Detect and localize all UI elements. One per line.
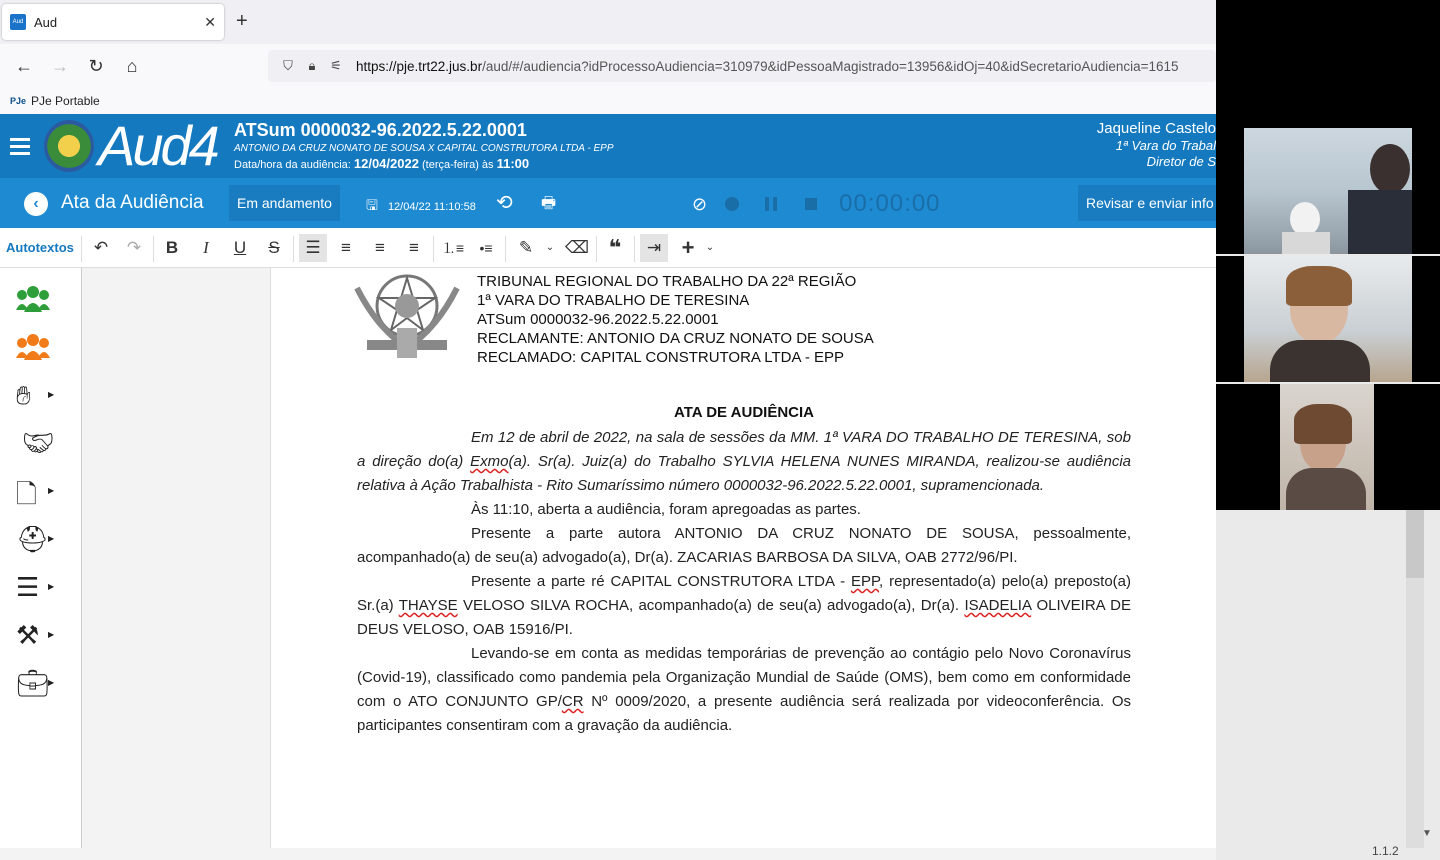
pause-icon[interactable] xyxy=(765,197,777,211)
stop-icon[interactable] xyxy=(805,198,817,210)
permissions-icon[interactable]: ⚟ xyxy=(330,58,342,73)
chevron-down-icon[interactable]: ⌄ xyxy=(545,242,555,253)
toolbar-divider xyxy=(433,236,434,262)
chevron-down-icon[interactable]: ⌄ xyxy=(705,242,715,253)
toolbar-divider xyxy=(505,236,506,262)
republic-seal-logo xyxy=(347,268,467,362)
participant-video xyxy=(1244,256,1412,382)
app-header xyxy=(0,114,1216,178)
back-arrow-icon[interactable]: ← xyxy=(15,55,33,76)
process-info xyxy=(234,120,614,171)
autotexts-button[interactable]: Autotextos xyxy=(6,240,74,255)
participant-hair xyxy=(1294,404,1352,444)
editor-toolbar xyxy=(0,228,1216,268)
scroll-down-arrow-icon[interactable]: ▼ xyxy=(1422,828,1432,839)
toolbar-divider xyxy=(153,236,154,262)
insert-plus-icon[interactable]: + xyxy=(681,235,695,260)
bookmarks-bar xyxy=(0,88,1216,114)
close-tab-icon[interactable]: ✕ xyxy=(204,13,216,30)
plaintiff-line: RECLAMANTE: ANTONIO DA CRUZ NONATO DE SOUSA xyxy=(477,330,874,347)
numbered-list-icon[interactable]: ⒈≡ xyxy=(441,240,465,256)
case-number: ATSum 0000032-96.2022.5.22.0001 xyxy=(477,311,719,328)
process-number: ATSum 0000032-96.2022.5.22.0001 xyxy=(234,120,527,140)
page-title: Ata da Audiência xyxy=(61,192,204,213)
participant-video xyxy=(1244,128,1412,254)
undo-icon[interactable]: ↶ xyxy=(93,238,109,257)
align-center-icon[interactable]: ≡ xyxy=(375,238,385,257)
align-justify-icon[interactable]: ☰ xyxy=(299,234,327,262)
reload-icon[interactable]: ↻ xyxy=(88,55,104,76)
forward-arrow-icon[interactable]: → xyxy=(51,55,69,76)
italic-icon[interactable]: I xyxy=(203,238,209,257)
bold-icon[interactable]: B xyxy=(165,238,179,257)
pje-bookmark-icon: PJe xyxy=(10,96,27,106)
process-parties: ANTONIO DA CRUZ NONATO DE SOUSA X CAPITAL CONSTRUTORA LTDA - EPP xyxy=(234,143,614,154)
user-info xyxy=(1097,120,1216,169)
user-name: Jaqueline Castelo xyxy=(1096,120,1216,137)
bulleted-list-icon[interactable]: •≡ xyxy=(479,240,493,256)
brazil-coat-of-arms-logo xyxy=(44,120,94,172)
paragraph-plaintiff: Presente a parte autora ANTONIO DA CRUZ NONATO DE SOUSA, pessoalmente, acompanhado(a) de seu(a) advogado(a), Dr(a). ZACARIAS BARBOSA DA SILVA, OAB 2772/96/PI. xyxy=(357,525,1131,566)
defendant-line: RECLAMADO: CAPITAL CONSTRUTORA LTDA - EPP xyxy=(477,349,845,366)
document-body xyxy=(357,426,1131,738)
autotext-sidebar xyxy=(0,268,82,848)
video-scrollbar-thumb[interactable] xyxy=(1406,510,1424,578)
toolbar-divider xyxy=(293,236,294,262)
video-tile-3[interactable] xyxy=(1216,384,1440,510)
print-icon[interactable]: 🖶︎ xyxy=(541,195,557,212)
participant-head xyxy=(1370,144,1410,194)
participant-hair xyxy=(1286,266,1352,306)
home-icon[interactable]: ⌂ xyxy=(126,55,138,76)
briefcase-icon[interactable]: 💼︎ ▶ xyxy=(16,668,55,698)
paragraph-covid: Levando-se em conta as medidas temporárias de prevenção ao contágio pelo Novo Coronavírus (Covid-19), classificado como pandemia pela Organização Mundial de Saúde (OMS), bem como em conformidade com o ATO CONJUNTO GP/CR Nº 0009/2020, a presente audiência será realizada por videoconferência. Os participantes consentiram com a gravação da audiência. xyxy=(357,645,1132,734)
floppy-disk-icon: 🖫 xyxy=(366,197,378,213)
camera-off-icon[interactable]: ⊘ xyxy=(692,193,708,214)
participant-body xyxy=(1348,190,1412,254)
toolbar-divider xyxy=(596,236,597,262)
court-division: 1ª VARA DO TRABALHO DE TERESINA xyxy=(477,292,750,309)
bottom-strip xyxy=(0,848,1216,860)
hand-icon[interactable]: ✋︎ ▶ xyxy=(16,380,55,410)
group-green-icon[interactable] xyxy=(16,284,66,320)
record-icon[interactable] xyxy=(725,197,739,211)
shield-icon[interactable]: ⛉ xyxy=(283,58,293,73)
toolbar-divider xyxy=(634,236,635,262)
strikethrough-icon[interactable]: S xyxy=(268,238,280,257)
hearing-datetime: Data/hora da audiência: 12/04/2022 (terça-feira) às 11:00 xyxy=(234,156,530,171)
menu-icon[interactable] xyxy=(10,138,30,159)
participant-body xyxy=(1286,468,1366,510)
url-text: https://pje.trt22.jus.br/aud/#/audiencia?idProcessoAudiencia=310979&idPessoaMagistrado=13956&idOj=40&idSecretarioAudiencia=1615 xyxy=(356,58,1179,74)
quote-icon[interactable]: ❝ xyxy=(608,235,622,260)
tab-title: Aud xyxy=(34,14,58,30)
toolbar-divider xyxy=(81,236,82,262)
participant-body xyxy=(1282,232,1330,254)
highlighter-icon[interactable]: ✎ xyxy=(518,238,534,257)
back-circle-icon[interactable]: ‹ xyxy=(24,192,48,216)
user-role: Diretor de S xyxy=(1146,154,1216,169)
video-call-panel xyxy=(1216,0,1440,860)
medical-kit-icon[interactable]: ⛑︎ ▶ xyxy=(16,524,55,554)
history-icon[interactable]: ⟲ xyxy=(496,192,513,214)
document-icon[interactable]: 🗋 ▶ xyxy=(16,479,55,509)
document-title: ATA DE AUDIÊNCIA xyxy=(674,404,814,421)
handshake-icon[interactable]: 🤝︎ xyxy=(22,428,56,458)
align-left-icon[interactable]: ≡ xyxy=(341,238,351,257)
status-badge: Em andamento xyxy=(229,185,340,221)
tab-favicon-icon: Aud xyxy=(10,14,26,30)
underline-icon[interactable]: U xyxy=(233,238,247,257)
save-status[interactable] xyxy=(366,195,476,219)
recording-controls xyxy=(692,190,941,218)
lock-icon[interactable]: 🔒︎ xyxy=(308,58,316,73)
gavel-icon[interactable]: ⚒︎ ▶ xyxy=(16,620,55,650)
group-orange-icon[interactable] xyxy=(16,332,66,368)
video-tile-1[interactable] xyxy=(1216,128,1440,254)
indent-icon[interactable]: ⇥ xyxy=(640,234,668,262)
action-bar xyxy=(0,178,1216,228)
document-header xyxy=(477,272,874,367)
paragraph-intro: Em 12 de abril de 2022, na sala de sessões da MM. 1ª VARA DO TRABALHO DE TERESINA, sob a direção do(a) Exmo(a). Sr(a). Juiz(a) do Trabalho SYLVIA HELENA NUNES MIRANDA, realizou-se audiência relativa à Ação Trabalhista - Rito Sumaríssimo número 0000032-96.2022.5.22.0001, supramencionada. xyxy=(357,429,1132,494)
browser-tabstrip xyxy=(0,0,1216,44)
eraser-icon[interactable]: ⌫ xyxy=(564,238,590,257)
paragraph-defendant: Presente a parte ré CAPITAL CONSTRUTORA LTDA - EPP, representado(a) pelo(a) preposto(a) Sr.(a) THAYSE VELOSO SILVA ROCHA, acompanhado(a) de seu(a) advogado(a), Dr(a). ISADELIA OLIVEIRA DE DEUS VELOSO, OAB 15916/PI. xyxy=(357,573,1131,638)
user-court: 1ª Vara do Trabal xyxy=(1115,138,1216,153)
redo-icon[interactable]: ↷ xyxy=(126,238,142,257)
review-send-button[interactable]: Revisar e enviar info xyxy=(1078,185,1218,221)
participant-body xyxy=(1270,340,1370,382)
browser-navbar xyxy=(0,44,1216,88)
bookmark-pje-portable[interactable]: PJe Portable xyxy=(31,94,100,108)
document-page[interactable] xyxy=(270,268,1216,848)
new-tab-button[interactable]: + xyxy=(236,10,248,32)
recording-timer: 00:00:00 xyxy=(839,190,941,217)
app-version: 1.1.2 xyxy=(1372,844,1399,858)
align-right-icon[interactable]: ≡ xyxy=(409,238,419,257)
aud4-logo: Aud4 xyxy=(98,114,217,177)
participant-video xyxy=(1280,384,1374,510)
video-tile-2[interactable] xyxy=(1216,256,1440,382)
video-top-bar xyxy=(1216,0,1440,128)
list-icon[interactable]: ☰ ▶ xyxy=(16,572,55,602)
paragraph-opening: Às 11:10, aberta a audiência, foram apregoadas as partes. xyxy=(471,501,861,518)
participant-head xyxy=(1290,202,1320,236)
browser-tab[interactable] xyxy=(2,4,224,40)
saved-timestamp: 12/04/22 11:10:58 xyxy=(387,201,476,213)
address-bar[interactable] xyxy=(268,50,1216,82)
court-name: TRIBUNAL REGIONAL DO TRABALHO DA 22ª REGIÃO xyxy=(477,273,857,290)
